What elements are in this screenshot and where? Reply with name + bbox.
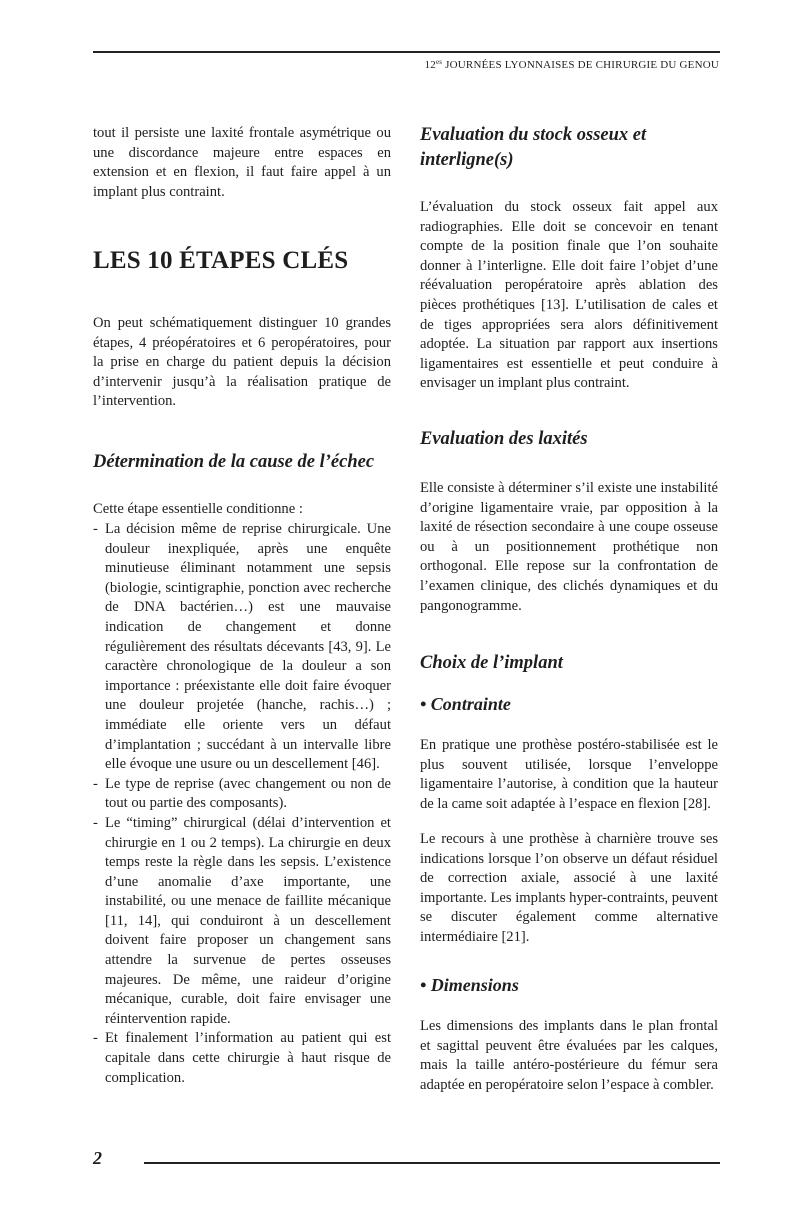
list-item: - Le “timing” chirurgical (délai d’intervention et chirurgie en 1 ou 2 temps). La chirurgie en deux temps reste la règle dans les sepsis. L’existence d’une anomalie d’axe importante, une instabilité, ou une menace de faillite mécanique [11, 14], qui conduiront à un descellement doivent faire proposer un changement sans attendre la survenue de pertes osseuses majeures. De même, une raideur d’origine mécanique, curable, doit faire envisager une réintervention rapide. xyxy=(93,814,391,1030)
list-item: - La décision même de reprise chirurgicale. Une douleur inexpliquée, après une enquête minutieuse éliminant notamment une sepsis (biologie, scintigraphie, ponction avec recherche de DNA bactérien…) est une mauvaise indication de changement et donne régulièrement des résultats décevants [43, 9]. Le caractère chronologique de la douleur a son importance : préexistante elle doit faire évoquer une douleur projetée (hanche, rachis…) ; immédiate elle oriente vers un défaut d’implantation ; succédant à un intervalle libre elle évoque une usure ou un descellement [46]. xyxy=(93,520,391,775)
running-head-sup: es xyxy=(435,58,443,66)
bullet-list xyxy=(93,520,391,1088)
contrainte-paragraph-1: En pratique une prothèse postéro-stabilisée est le plus souvent utilisée, lorsque l’enveloppe ligamentaire l’autorise, à condition que la hauteur de la came soit adaptée à l’espace en flexion [28]. xyxy=(420,737,718,812)
header-rule xyxy=(93,51,720,53)
running-head-number: 12 xyxy=(424,59,436,71)
dimensions-paragraph: Les dimensions des implants dans le plan frontal et sagittal peuvent être évaluées par les calques, mais la taille antéro-postérieure du fémur sera adaptée en peropératoire selon l’espace à combler. xyxy=(420,1018,718,1093)
section-paragraph: On peut schématiquement distinguer 10 grandes étapes, 4 préopératoires et 6 peropératoires, pour la prise en charge du patient depuis la décision d’intervenir jusqu’à la réalisation pratique de l’intervention. xyxy=(93,315,391,410)
running-head xyxy=(425,58,719,71)
stock-title: Evaluation du stock osseux et interligne(s) xyxy=(420,125,647,170)
page-number: 2 xyxy=(93,1148,102,1168)
cause-title: Détermination de la cause de l’échec xyxy=(93,452,375,472)
choix-title: Choix de l’implant xyxy=(420,653,563,673)
laxites-paragraph: Elle consiste à déterminer s’il existe une instabilité d’origine ligamentaire vraie, par opposition à la laxité de résection secondaire à une coupe osseuse ou à un positionnement prothétique non orthogonal. Elle repose sur la confrontation de l’examen clinique, des clichés dynamiques et du pangonogramme. xyxy=(420,480,718,614)
lead-in: Cette étape essentielle conditionne : xyxy=(93,501,303,517)
laxites-title: Evaluation des laxités xyxy=(420,429,588,449)
contrainte-paragraph-2: Le recours à une prothèse à charnière trouve ses indications lorsque l’on observe un défaut résiduel de correction axiale, associé à une laxité importante. Les implants hyper-contraints, peuvent se discuter également comme alternative intermédiaire [21]. xyxy=(420,831,718,945)
footer-rule xyxy=(144,1162,720,1164)
list-item: - Le type de reprise (avec changement ou non de tout ou partie des composants). xyxy=(93,775,391,814)
running-head-text: JOURNÉES LYONNAISES DE CHIRURGIE DU GENOU xyxy=(442,59,719,71)
section-title: LES 10 ÉTAPES CLÉS xyxy=(93,247,349,274)
intro-paragraph: tout il persiste une laxité frontale asymétrique ou une discordance majeure entre espaces en extension et en flexion, il faut faire appel à un implant plus contraint. xyxy=(93,125,391,200)
stock-paragraph: L’évaluation du stock osseux fait appel aux radiographies. Elle doit se concevoir en tenant compte de la position finale que l’on souhaite donner à l’interligne. Elle doit faire l’objet d’une réévaluation peropératoire après ablation des pièces prothétiques [13]. L’utilisation de cales et de tiges appropriées sera alors définitivement adoptée. La situation par rapport aux insertions ligamentaires est essentielle et peut conduire à envisager un implant plus contraint. xyxy=(420,199,718,392)
dimensions-title: • Dimensions xyxy=(420,975,519,995)
list-item: - Et finalement l’information au patient qui est capitale dans cette chirurgie à haut risque de complication. xyxy=(93,1029,391,1088)
contrainte-title: • Contrainte xyxy=(420,694,511,714)
